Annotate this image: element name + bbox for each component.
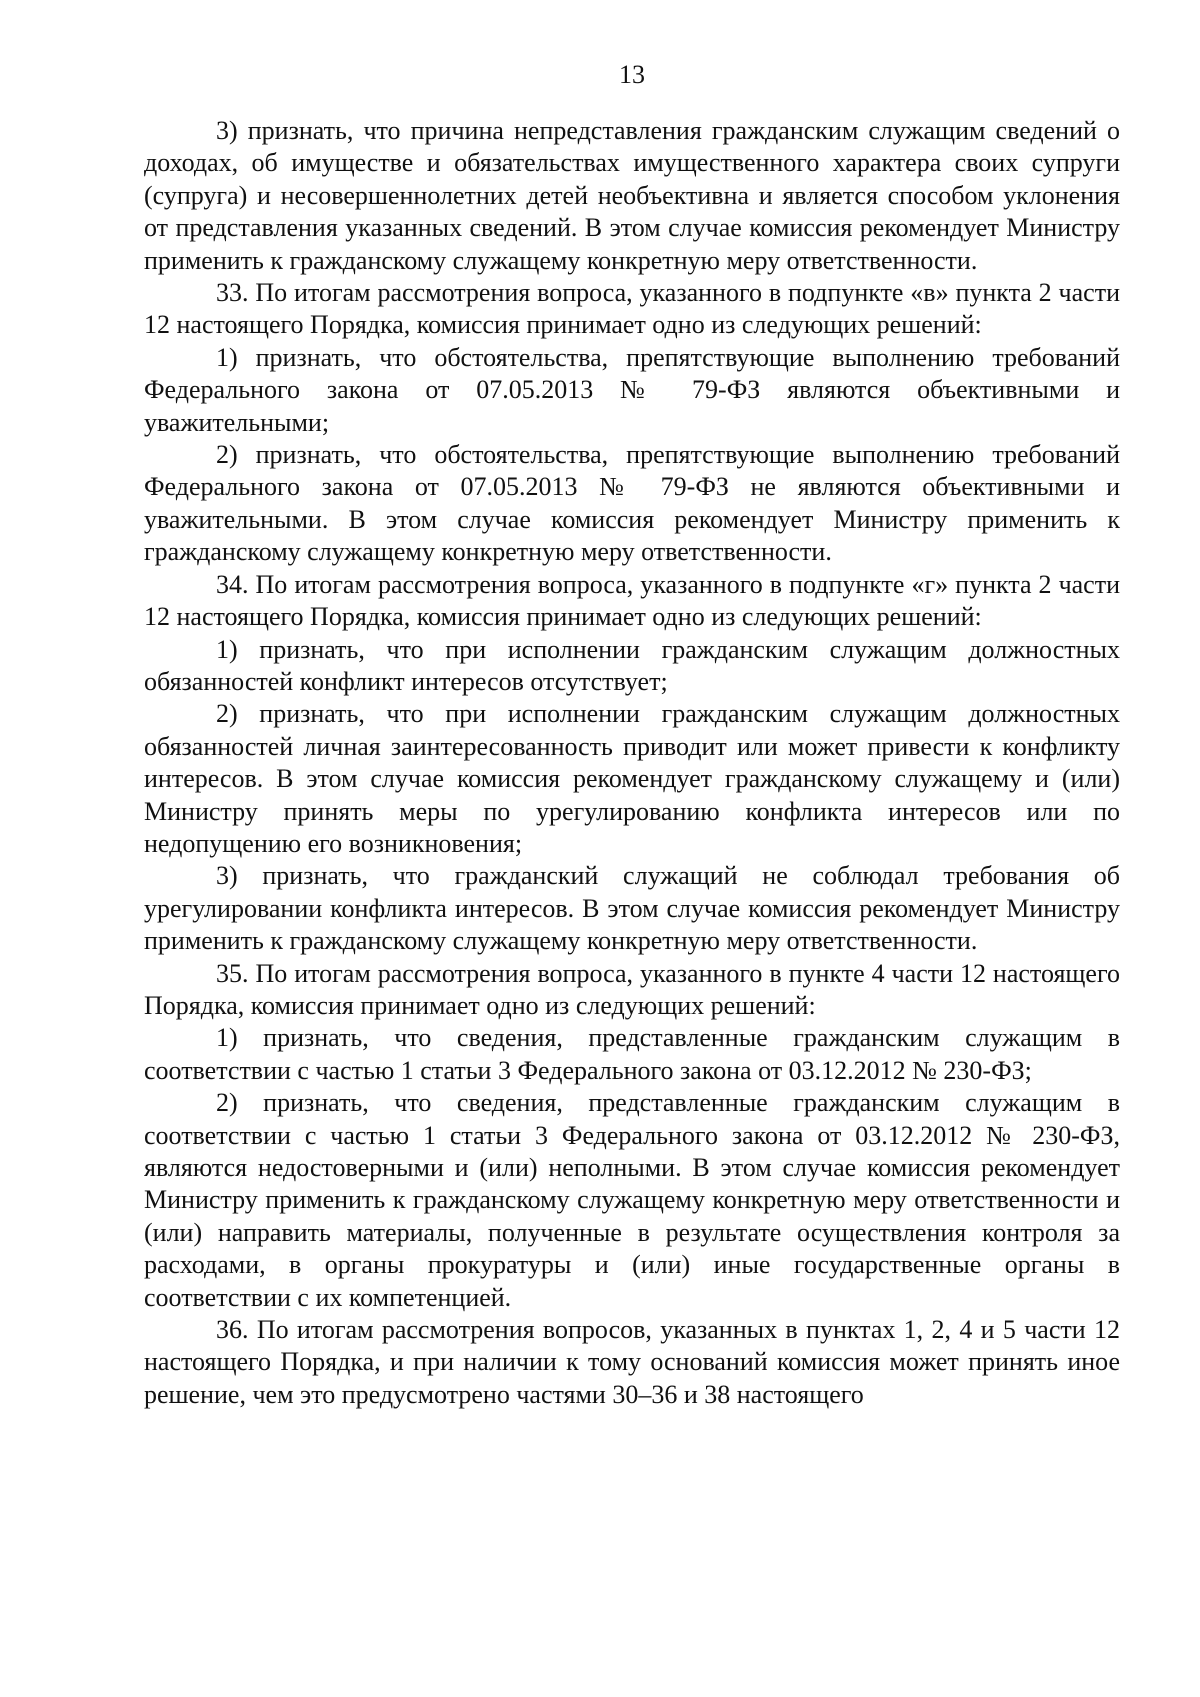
paragraph-34-item-1: 1) признать, что при исполнении гражданским служащим должностных обязанностей конфликт интересов отсутствует; — [144, 634, 1120, 696]
paragraph-33-item-1: 1) признать, что обстоятельства, препятствующие выполнению требований Федерального закона от 07.05.2013 № 79-ФЗ являются объективными и уважительными; — [144, 342, 1120, 437]
paragraph-35: 35. По итогам рассмотрения вопроса, указанного в пункте 4 части 12 настоящего Порядка, комиссия принимает одно из следующих решений: — [144, 958, 1120, 1020]
paragraph-33: 33. По итогам рассмотрения вопроса, указанного в подпункте «в» пункта 2 части 12 настоящего Порядка, комиссия принимает одно из следующих решений: — [144, 278, 1120, 340]
paragraph-35-item-1: 1) признать, что сведения, представленные гражданским служащим в соответствии с частью 1 статьи 3 Федерального закона от 03.12.2012 № 230-ФЗ; — [144, 1023, 1120, 1085]
paragraph-34-item-3: 3) признать, что гражданский служащий не соблюдал требования об урегулировании конфликта интересов. В этом случае комиссия рекомендует Министру применить к гражданскому служащему конкретную меру ответственности. — [144, 861, 1120, 956]
page-number: 13 — [619, 60, 645, 89]
paragraph-36: 36. По итогам рассмотрения вопросов, указанных в пунктах 1, 2, 4 и 5 части 12 настоящего Порядка, и при наличии к тому оснований комиссия может принять иное решение, чем это предусмотрено частями 30–36 и 38 настоящего — [144, 1315, 1120, 1409]
paragraph-34: 34. По итогам рассмотрения вопроса, указанного в подпункте «г» пункта 2 части 12 настоящего Порядка, комиссия принимает одно из следующих решений: — [144, 569, 1120, 632]
document-page — [144, 0, 1120, 1697]
paragraph-35-item-2: 2) признать, что сведения, представленные гражданским служащим в соответствии с частью 1 статьи 3 Федерального закона от 03.12.2012 № 230-ФЗ, являются недостоверными и (или) неполными. В этом случае комиссия рекомендует Министру применить к гражданскому служащему конкретную меру ответственности и (или) направить материалы, полученные в результате осуществления контроля за расходами, в органы прокуратуры и (или) иные государственные органы в соответствии с их компетенцией. — [144, 1088, 1120, 1312]
paragraph-33-item-2: 2) признать, что обстоятельства, препятствующие выполнению требований Федерального закона от 07.05.2013 № 79-ФЗ не являются объективными и уважительными. В этом случае комиссия рекомендует Министру применить к гражданскому служащему конкретную меру ответственности. — [144, 440, 1120, 567]
paragraph-34-item-2: 2) признать, что при исполнении гражданским служащим должностных обязанностей личная заинтересованность приводит или может привести к конфликту интересов. В этом случае комиссия рекомендует гражданскому служащему и (или) Министру принять меры по урегулированию конфликта интересов или по недопущению его возникновения; — [144, 699, 1120, 858]
paragraph-3-item: 3) признать, что причина непредставления гражданским служащим сведений о доходах, об имуществе и обязательствах имущественного характера своих супруги (супруга) и несовершеннолетних детей необъективна и является способом уклонения от представления указанных сведений. В этом случае комиссия рекомендует Министру применить к гражданскому служащему конкретную меру ответственности. — [144, 116, 1120, 275]
document-body — [144, 115, 1120, 1411]
